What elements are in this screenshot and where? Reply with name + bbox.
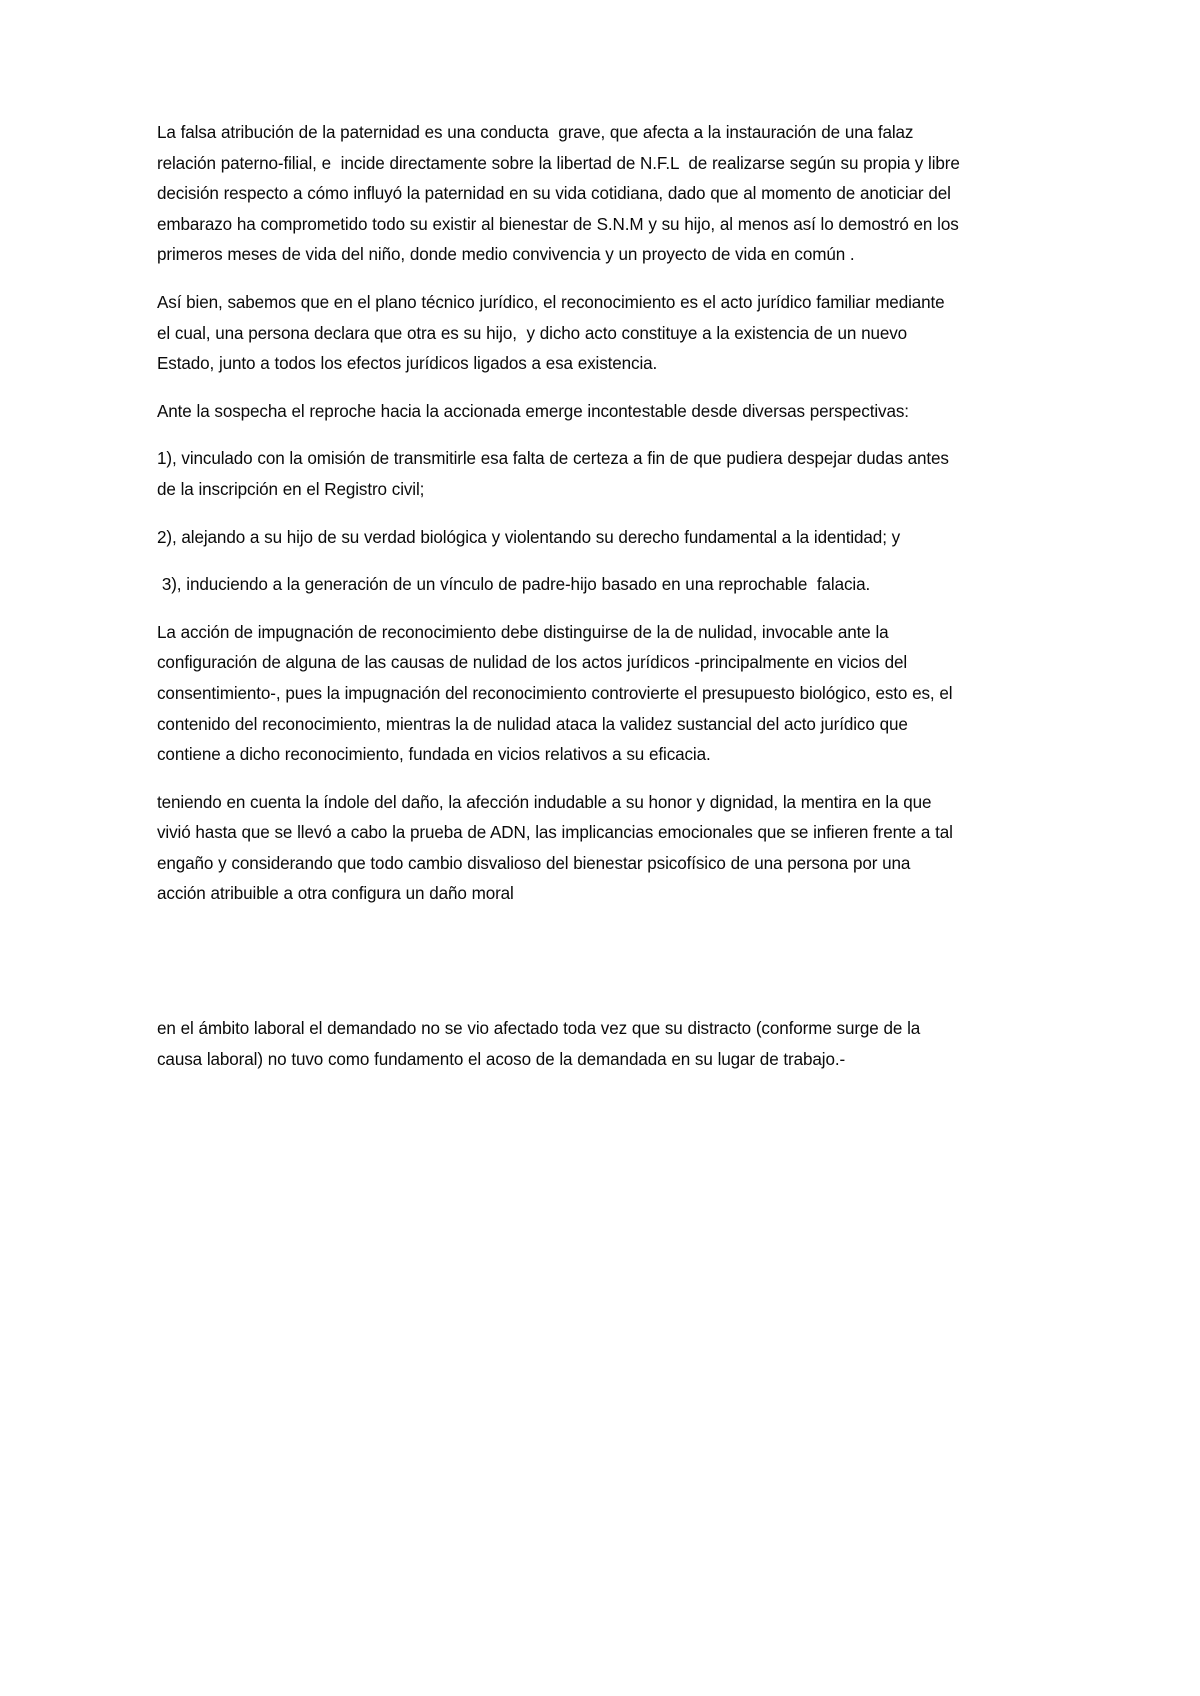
paragraph-ambito-laboral: en el ámbito laboral el demandado no se vio afectado toda vez que su distracto (conforme surge de la causa laboral) no tuvo como fundamento el acoso de la demandada en su lugar de trabajo.- xyxy=(157,1019,926,1069)
list-item-1-omision: 1), vinculado con la omisión de transmitirle esa falta de certeza a fin de que pudiera despejar dudas antes de la inscripción en el Registro civil; xyxy=(157,449,954,499)
paragraph-accion-impugnacion: La acción de impugnación de reconocimiento debe distinguirse de la de nulidad, invocable ante la configuración de alguna de las causas de nulidad de los actos jurídicos -principalmente en vicios del consentimiento-, pues la impugnación del reconocimiento controvierte el presupuesto biológico, esto es, el contenido del reconocimiento, mientras la de nulidad ataca la validez sustancial del acto jurídico que contiene a dicho reconocimiento, fundada en vicios relativos a su eficacia. xyxy=(157,622,958,765)
document-text-body xyxy=(157,118,965,1075)
list-item-2-verdad-biologica: 2), alejando a su hijo de su verdad biológica y violentando su derecho fundamental a la identidad; y xyxy=(157,527,901,547)
paragraph-ante-la-sospecha: Ante la sospecha el reproche hacia la accionada emerge incontestable desde diversas perspectivas: xyxy=(157,401,909,421)
paragraph-indole-del-dano: teniendo en cuenta la índole del daño, la afección indudable a su honor y dignidad, la mentira en la que vivió hasta que se llevó a cabo la prueba de ADN, las implicancias emocionales que se infieren frente a tal engaño y considerando que todo cambio disvalioso del bienestar psicofísico de una persona por una acción atribuible a otra configura un daño moral xyxy=(157,792,958,904)
list-item-3-vinculo-padre-hijo: 3), induciendo a la generación de un vínculo de padre-hijo basado en una reprochable falacia. xyxy=(157,575,871,595)
paragraph-falsa-atribucion: La falsa atribución de la paternidad es una conducta grave, que afecta a la instauración de una falaz relación paterno-filial, e incide directamente sobre la libertad de N.F.L de realizarse según su propia y libre decisión respecto a cómo influyó la paternidad en su vida cotidiana, dado que al momento de anoticiar del embarazo ha comprometido todo su existir al bienestar de S.N.M y su hijo, al menos así lo demostró en los primeros meses de vida del niño, donde medio convivencia y un proyecto de vida en común . xyxy=(157,123,965,265)
paragraph-plano-tecnico-juridico: Así bien, sabemos que en el plano técnico jurídico, el reconocimiento es el acto jurídico familiar mediante el cual, una persona declara que otra es su hijo, y dicho acto constituye a la existencia de un nuevo Estado, junto a todos los efectos jurídicos ligados a esa existencia. xyxy=(157,292,950,374)
